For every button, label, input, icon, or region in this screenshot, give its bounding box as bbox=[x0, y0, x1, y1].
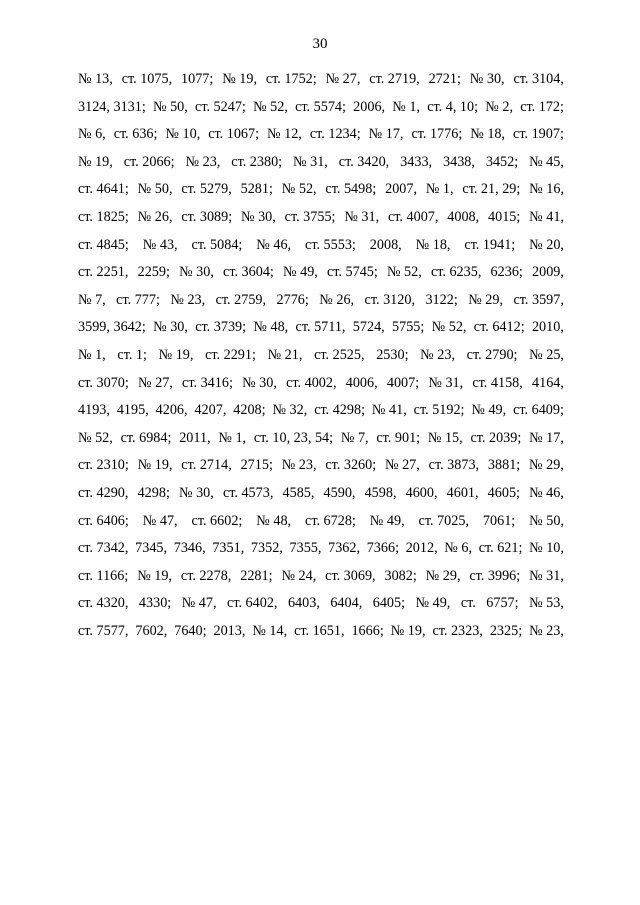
text-token: № 49, bbox=[283, 264, 318, 281]
text-token: ст. 4573, bbox=[222, 484, 274, 501]
text-token: № 17, bbox=[529, 429, 564, 446]
text-token: ст. 3260; bbox=[325, 457, 377, 474]
text-token: 4206, bbox=[155, 402, 188, 419]
text-line bbox=[78, 259, 564, 287]
text-token: № 47, bbox=[181, 595, 217, 612]
text-token: ст. bbox=[460, 595, 476, 612]
text-token: ст. 1651, bbox=[294, 622, 345, 639]
text-token: ст. 2719, bbox=[369, 71, 420, 87]
text-token: 4598, bbox=[364, 484, 397, 501]
text-token: 2013, bbox=[213, 622, 246, 639]
text-token: № 49, bbox=[369, 512, 405, 529]
text-token: № 19, bbox=[158, 346, 194, 363]
text-token: № 52, bbox=[431, 319, 467, 336]
text-token: ст. 6728; bbox=[305, 512, 356, 529]
text-line bbox=[78, 508, 564, 536]
text-line bbox=[78, 618, 564, 646]
text-token: ст. 4290, bbox=[78, 484, 129, 501]
text-token: № 49, bbox=[471, 402, 507, 419]
text-token: 3438, bbox=[443, 153, 475, 170]
text-token: № 15, bbox=[427, 429, 463, 446]
text-token: ст. 1234; bbox=[309, 126, 361, 143]
text-token: ст. 2714, bbox=[181, 457, 232, 474]
text-token: 4590, bbox=[323, 484, 356, 501]
text-token: 2259; bbox=[137, 264, 170, 281]
citation-text-block bbox=[78, 66, 564, 645]
text-token: 2009, bbox=[532, 264, 564, 281]
text-token: № 24, bbox=[281, 567, 317, 584]
text-token: № 23, bbox=[170, 291, 206, 308]
text-token: 2010, bbox=[531, 319, 564, 336]
text-token: ст. 4845; bbox=[78, 236, 129, 253]
text-token: ст. 2310; bbox=[78, 457, 129, 474]
text-token: № 18, bbox=[470, 126, 506, 143]
text-token: № 10, bbox=[165, 126, 201, 143]
text-token: № 48, bbox=[253, 319, 289, 336]
text-token: ст. 4002, bbox=[286, 374, 337, 391]
text-token: 7366; bbox=[366, 540, 400, 557]
text-token: № 48, bbox=[256, 512, 292, 529]
text-token: 3599, 3642; bbox=[78, 319, 146, 336]
text-token: 3082; bbox=[384, 567, 417, 584]
text-line bbox=[78, 563, 564, 591]
text-token: 3122; bbox=[425, 291, 458, 308]
text-token: ст. 3873, bbox=[428, 457, 480, 474]
text-token: ст. 4007, bbox=[387, 208, 439, 225]
text-token: № 1, bbox=[425, 181, 454, 198]
text-token: № 6, bbox=[78, 126, 106, 143]
text-token: 7345, bbox=[135, 540, 168, 557]
text-token: № 50, bbox=[529, 512, 564, 529]
text-token: ст. 10, 23, 54; bbox=[253, 429, 334, 446]
text-token: № 46, bbox=[529, 484, 564, 501]
text-token: № 43, bbox=[142, 236, 178, 253]
text-token: 7355, bbox=[289, 540, 322, 557]
text-token: № 23, bbox=[420, 346, 455, 363]
text-token: ст. 2039; bbox=[470, 429, 522, 446]
text-token: 4298; bbox=[137, 484, 170, 501]
text-token: 4330; bbox=[138, 595, 172, 612]
text-token: ст. 4, 10; bbox=[427, 98, 479, 115]
text-token: № 16, bbox=[529, 181, 564, 198]
text-line bbox=[78, 66, 564, 94]
text-token: 4193, bbox=[78, 402, 110, 419]
text-token: ст. 1067; bbox=[208, 126, 260, 143]
text-token: ст. 4298; bbox=[314, 402, 366, 419]
text-token: ст. 1752; bbox=[265, 71, 317, 87]
text-token: № 41, bbox=[529, 208, 564, 225]
text-token: ст. 3089; bbox=[181, 208, 233, 225]
text-token: 5281; bbox=[240, 181, 273, 198]
text-line bbox=[78, 149, 564, 177]
text-token: № 19, bbox=[78, 153, 113, 170]
text-token: ст. 6402, bbox=[227, 595, 278, 612]
text-token: № 1, bbox=[392, 98, 421, 115]
text-token: № 23, bbox=[281, 457, 317, 474]
text-line bbox=[78, 94, 564, 122]
text-token: ст. 2525, bbox=[314, 346, 365, 363]
text-token: № 25, bbox=[529, 346, 564, 363]
text-token: ст. 5247; bbox=[195, 98, 246, 115]
text-token: ст. 5192; bbox=[413, 402, 465, 419]
text-token: ст. 1825; bbox=[78, 208, 129, 225]
page-number: 30 bbox=[312, 36, 328, 52]
text-line bbox=[78, 452, 564, 480]
text-token: № 31, bbox=[428, 374, 464, 391]
text-token: 2715; bbox=[240, 457, 273, 474]
text-token: 2325; bbox=[489, 622, 523, 639]
text-token: № 30, bbox=[469, 71, 505, 87]
text-token: № 31, bbox=[293, 153, 328, 170]
text-token: ст. 5553; bbox=[305, 236, 356, 253]
text-token: № 47, bbox=[142, 512, 178, 529]
text-token: ст. 1166; bbox=[78, 567, 129, 584]
text-token: 5724, bbox=[352, 319, 385, 336]
text-token: № 7, bbox=[340, 429, 369, 446]
text-token: № 27, bbox=[325, 71, 361, 87]
text-token: 2281; bbox=[240, 567, 273, 584]
text-token: ст. 4158, bbox=[472, 374, 523, 391]
text-token: 4008, bbox=[447, 208, 480, 225]
text-token: № 29, bbox=[529, 457, 564, 474]
text-token: 7061; bbox=[482, 512, 516, 529]
text-token: 4015; bbox=[488, 208, 521, 225]
text-token: ст. 3597, bbox=[513, 291, 564, 308]
text-token: 7362, bbox=[328, 540, 361, 557]
text-token: ст. 2066; bbox=[123, 153, 175, 170]
text-token: ст. 6412; bbox=[473, 319, 525, 336]
text-token: № 30, bbox=[242, 374, 277, 391]
text-token: ст. 1776; bbox=[411, 126, 463, 143]
text-token: № 1, bbox=[78, 346, 106, 363]
text-token: № 2, bbox=[485, 98, 513, 115]
text-token: № 13, bbox=[78, 71, 113, 87]
text-token: 1666; bbox=[351, 622, 384, 639]
text-token: 4605; bbox=[487, 484, 520, 501]
text-token: 6405; bbox=[372, 595, 406, 612]
text-token: ст. 3416; bbox=[182, 374, 233, 391]
text-token: ст. 621; bbox=[478, 540, 523, 557]
text-token: № 53, bbox=[529, 595, 564, 612]
text-token: 2007, bbox=[385, 181, 418, 198]
text-token: ст. 2251, bbox=[78, 264, 129, 281]
text-line bbox=[78, 397, 564, 425]
text-token: 6404, bbox=[330, 595, 363, 612]
text-line bbox=[78, 370, 564, 398]
text-token: № 18, bbox=[415, 236, 451, 253]
text-token: ст. 21, 29; bbox=[462, 181, 521, 198]
text-token: ст. 3420, bbox=[338, 153, 390, 170]
text-token: ст. 1907; bbox=[513, 126, 564, 143]
text-token: 6403, bbox=[287, 595, 320, 612]
text-token: ст. 3104, bbox=[513, 71, 564, 87]
text-line bbox=[78, 342, 564, 370]
text-token: 4164, bbox=[532, 374, 564, 391]
text-token: 2011, bbox=[179, 429, 211, 446]
text-token: 4585, bbox=[282, 484, 315, 501]
text-token: 2008, bbox=[369, 236, 402, 253]
text-line bbox=[78, 425, 564, 453]
text-token: ст. 3739; bbox=[195, 319, 247, 336]
text-token: № 27, bbox=[385, 457, 420, 474]
text-token: 5755; bbox=[392, 319, 425, 336]
text-token: ст. 3604; bbox=[223, 264, 274, 281]
text-token: ст. 3996; bbox=[469, 567, 521, 584]
text-token: ст. 172; bbox=[520, 98, 564, 115]
text-token: № 19, bbox=[137, 457, 173, 474]
text-token: № 50, bbox=[153, 98, 188, 115]
text-token: ст. 5711, bbox=[295, 319, 346, 336]
text-token: № 21, bbox=[267, 346, 303, 363]
text-token: 2776; bbox=[276, 291, 309, 308]
text-token: ст. 6984; bbox=[120, 429, 172, 446]
text-token: № 30, bbox=[179, 484, 214, 501]
text-token: ст. 4641; bbox=[78, 181, 129, 198]
text-token: ст. 636; bbox=[113, 126, 158, 143]
text-token: 2006, bbox=[353, 98, 386, 115]
text-token: ст. 5498; bbox=[325, 181, 377, 198]
text-token: № 29, bbox=[425, 567, 461, 584]
text-token: 4007; bbox=[386, 374, 420, 391]
text-token: № 49, bbox=[415, 595, 451, 612]
text-token: ст. 1075, bbox=[121, 71, 173, 87]
text-token: ст. 1941; bbox=[464, 236, 516, 253]
text-token: ст. 2323, bbox=[432, 622, 483, 639]
text-token: ст. 5084; bbox=[191, 236, 243, 253]
text-token: № 29, bbox=[468, 291, 504, 308]
text-token: ст. 5574; bbox=[295, 98, 346, 115]
text-token: 6236; bbox=[490, 264, 523, 281]
text-token: 2012, bbox=[405, 540, 438, 557]
text-token: ст. 3069, bbox=[325, 567, 376, 584]
text-token: № 26, bbox=[137, 208, 173, 225]
text-token: 4208; bbox=[233, 402, 266, 419]
text-token: № 30, bbox=[241, 208, 276, 225]
text-token: № 23, bbox=[529, 622, 564, 639]
text-token: № 50, bbox=[137, 181, 173, 198]
text-line bbox=[78, 480, 564, 508]
text-token: ст. 6406; bbox=[78, 512, 129, 529]
text-token: № 31, bbox=[529, 567, 564, 584]
text-line bbox=[78, 287, 564, 315]
text-token: № 32, bbox=[272, 402, 308, 419]
text-line bbox=[78, 314, 564, 342]
text-token: № 19, bbox=[390, 622, 426, 639]
text-token: ст. 2759, bbox=[215, 291, 267, 308]
text-token: № 19, bbox=[137, 567, 173, 584]
text-token: 3881; bbox=[487, 457, 521, 474]
text-token: ст. 7577, bbox=[78, 622, 129, 639]
text-token: № 52, bbox=[78, 429, 113, 446]
text-token: ст. 5279, bbox=[181, 181, 232, 198]
text-token: ст. 2380; bbox=[231, 153, 283, 170]
text-token: 1077; bbox=[181, 71, 214, 87]
text-token: ст. 2278, bbox=[180, 567, 232, 584]
text-token: 6757; bbox=[486, 595, 519, 612]
text-token: ст. 3120, bbox=[364, 291, 415, 308]
text-token: № 20, bbox=[529, 236, 564, 253]
text-token: № 45, bbox=[529, 153, 564, 170]
text-line bbox=[78, 204, 564, 232]
text-line bbox=[78, 121, 564, 149]
text-token: № 12, bbox=[267, 126, 302, 143]
text-token: № 27, bbox=[138, 374, 173, 391]
text-token: № 26, bbox=[319, 291, 355, 308]
text-token: ст. 3755; bbox=[284, 208, 336, 225]
text-token: ст. 777; bbox=[116, 291, 160, 308]
text-token: 4006, bbox=[345, 374, 378, 391]
text-token: № 52, bbox=[281, 181, 317, 198]
text-token: № 52, bbox=[386, 264, 422, 281]
text-token: № 7, bbox=[78, 291, 106, 308]
text-token: ст. 6409; bbox=[513, 402, 564, 419]
text-token: № 41, bbox=[371, 402, 407, 419]
text-token: № 6, bbox=[444, 540, 473, 557]
text-token: ст. 7025, bbox=[418, 512, 469, 529]
text-token: ст. 2291; bbox=[205, 346, 256, 363]
text-token: № 31, bbox=[344, 208, 380, 225]
text-token: № 1, bbox=[218, 429, 247, 446]
text-token: ст. 3070; bbox=[78, 374, 129, 391]
text-token: № 30, bbox=[153, 319, 188, 336]
text-token: 7351, bbox=[212, 540, 245, 557]
text-token: 2721; bbox=[428, 71, 461, 87]
text-token: ст. 6235, bbox=[430, 264, 482, 281]
text-token: ст. 901; bbox=[376, 429, 421, 446]
text-token: 4195, bbox=[116, 402, 149, 419]
text-token: 7346, bbox=[173, 540, 206, 557]
text-token: ст. 1; bbox=[117, 346, 147, 363]
text-line bbox=[78, 232, 564, 260]
text-token: 7640; bbox=[174, 622, 207, 639]
text-token: № 19, bbox=[222, 71, 258, 87]
text-token: ст. 2790; bbox=[466, 346, 518, 363]
text-token: 4600, bbox=[405, 484, 438, 501]
text-token: ст. 6602; bbox=[191, 512, 243, 529]
text-token: № 14, bbox=[252, 622, 288, 639]
text-line bbox=[78, 590, 564, 618]
text-token: № 23, bbox=[185, 153, 221, 170]
text-token: 7352, bbox=[250, 540, 283, 557]
text-token: 3433, bbox=[400, 153, 433, 170]
text-token: 4207, bbox=[194, 402, 227, 419]
text-line bbox=[78, 535, 564, 563]
text-token: № 46, bbox=[256, 236, 292, 253]
text-token: № 30, bbox=[179, 264, 214, 281]
text-token: № 10, bbox=[529, 540, 564, 557]
text-token: ст. 7342, bbox=[78, 540, 129, 557]
text-token: ст. 5745; bbox=[326, 264, 378, 281]
text-token: 2530; bbox=[376, 346, 409, 363]
text-token: № 52, bbox=[253, 98, 288, 115]
text-token: 7602, bbox=[135, 622, 168, 639]
text-line bbox=[78, 176, 564, 204]
text-token: 4601, bbox=[446, 484, 479, 501]
text-token: 3124, 3131; bbox=[78, 98, 146, 115]
text-token: № 17, bbox=[368, 126, 404, 143]
text-token: ст. 4320, bbox=[78, 595, 129, 612]
text-token: 3452; bbox=[485, 153, 519, 170]
